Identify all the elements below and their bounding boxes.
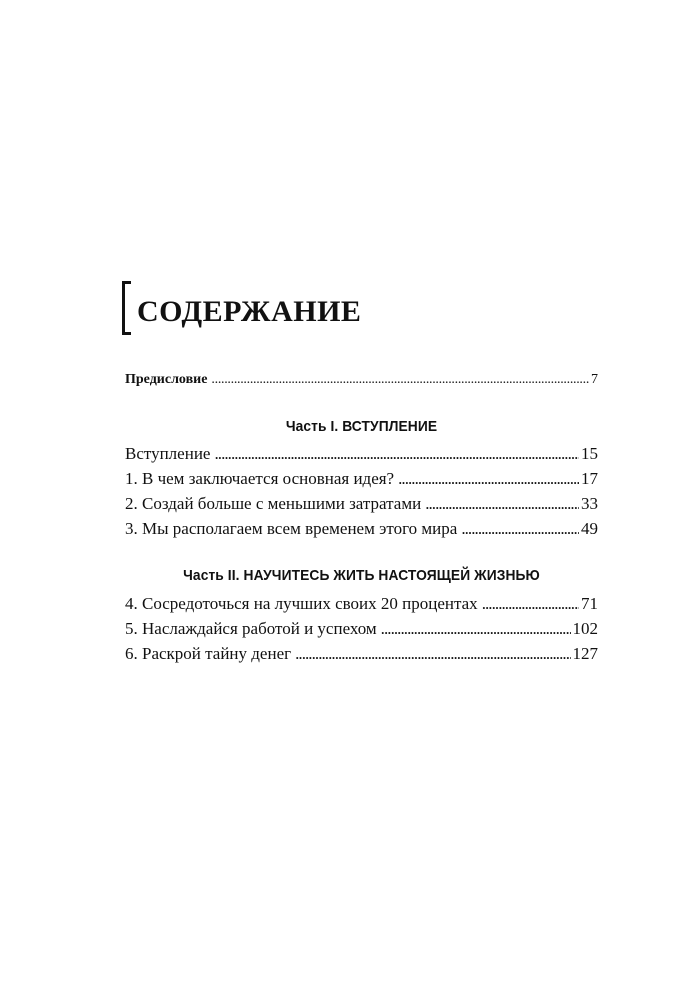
toc-entry: [125, 641, 598, 666]
toc-entry: [125, 591, 598, 616]
page-title: СОДЕРЖАНИЕ: [137, 295, 362, 328]
toc-entry-page: 33: [581, 494, 598, 513]
toc-entry: [125, 516, 598, 541]
toc-leader-dots: [211, 367, 589, 392]
toc-leader-dots: [398, 466, 579, 491]
part-2-entries: [125, 591, 598, 666]
bracket-icon: [122, 281, 131, 335]
toc-entry-page: 7: [591, 372, 598, 387]
toc-entry-page: 71: [581, 594, 598, 613]
toc-leader-dots: [295, 641, 570, 666]
toc-entry-page: 17: [581, 469, 598, 488]
toc-entry-title: 6. Раскрой тайну денег: [125, 644, 292, 663]
toc-leader-dots: [214, 441, 579, 466]
toc-entry-page: 49: [581, 519, 598, 538]
toc-entry: [125, 466, 598, 491]
toc-entry-title: Вступление: [125, 444, 211, 463]
toc-leader-dots: [482, 591, 579, 616]
part-1-title: Часть I. ВСТУПЛЕНИЕ: [285, 418, 438, 435]
toc-entry-page: 127: [572, 644, 598, 663]
part-1-entries: [125, 441, 598, 541]
toc-entry-title: 3. Мы располагаем всем временем этого мира: [125, 519, 458, 538]
preface-block: [125, 367, 598, 392]
toc-entry-preface: [125, 367, 598, 392]
toc-leader-dots: [461, 516, 579, 541]
part-2-title: Часть II. НАУЧИТЕСЬ ЖИТЬ НАСТОЯЩЕЙ ЖИЗНЬЮ: [183, 567, 540, 584]
toc-entry-title: 4. Сосредоточься на лучших своих 20 процентах: [125, 594, 478, 613]
toc-entry-page: 102: [572, 619, 598, 638]
toc-entry: [125, 441, 598, 466]
toc-entry-title: 1. В чем заключается основная идея?: [125, 469, 395, 488]
toc-entry-title: 5. Наслаждайся работой и успехом: [125, 619, 377, 638]
toc-entry: [125, 491, 598, 516]
toc-entry-page: 15: [581, 444, 598, 463]
toc-entry-title: 2. Создай больше с меньшими затратами: [125, 494, 422, 513]
contents-heading: [122, 278, 361, 338]
toc-entry-title: Предисловие: [125, 372, 208, 387]
toc-entry: [125, 616, 598, 641]
toc-leader-dots: [381, 616, 571, 641]
toc-leader-dots: [425, 491, 579, 516]
